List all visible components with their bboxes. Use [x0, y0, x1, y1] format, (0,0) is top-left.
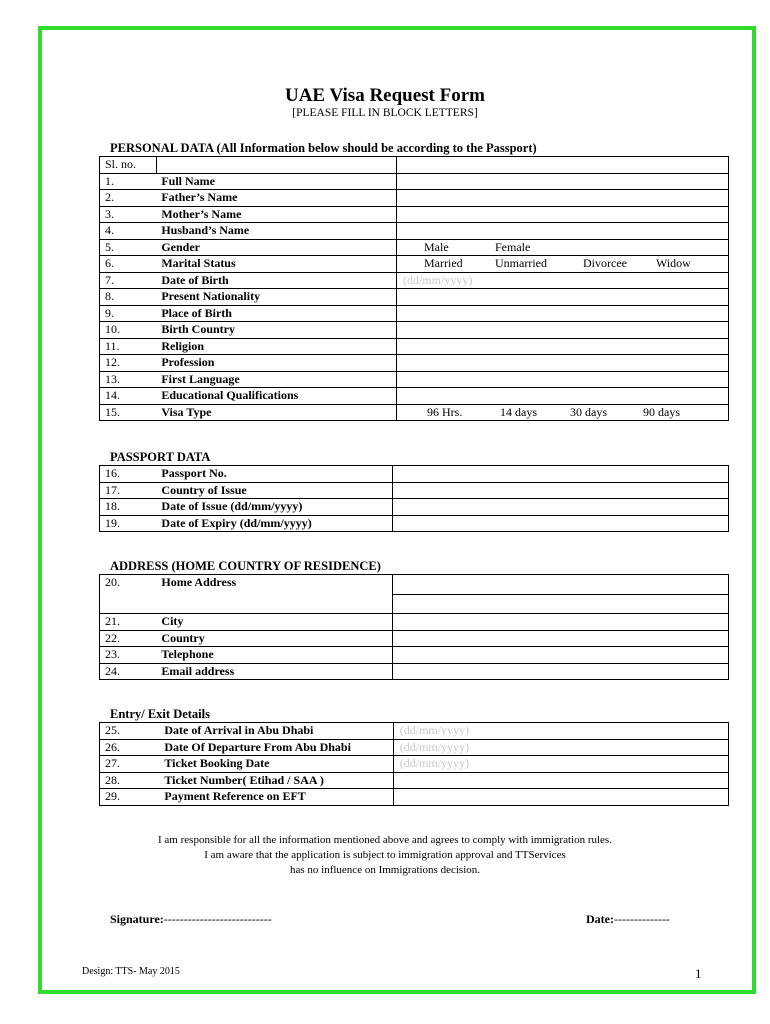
signature-label: Signature: — [110, 912, 164, 926]
field-value-input[interactable] — [397, 272, 729, 289]
blank-header — [156, 157, 396, 174]
field-value-input[interactable] — [397, 223, 729, 240]
field-value-input[interactable] — [397, 190, 729, 207]
field-label: Passport No. — [156, 466, 392, 483]
field-label: Husband’s Name — [156, 223, 396, 240]
field-value-input[interactable] — [397, 355, 729, 372]
option-choice[interactable]: 90 days — [643, 404, 680, 419]
option-choice[interactable]: Male — [424, 239, 449, 254]
field-label: City — [156, 614, 392, 631]
statement-line: I am responsible for all the information mentioned above and agrees to comply with immigration rules. — [158, 834, 612, 846]
field-label: Marital Status — [156, 256, 396, 273]
row-number: 6. — [100, 256, 157, 273]
field-value-input[interactable] — [392, 466, 728, 483]
table-row — [100, 305, 729, 322]
field-label: Date Of Departure From Abu Dhabi — [159, 739, 393, 756]
passport-data-table — [99, 465, 729, 532]
field-value-input[interactable] — [393, 756, 728, 773]
option-choice[interactable]: Unmarried — [495, 256, 547, 270]
signature-line: --------------------------- — [163, 912, 272, 926]
option-choice[interactable]: Divorcee — [583, 256, 627, 270]
field-label: Payment Reference on EFT — [159, 789, 393, 806]
field-label: Mother’s Name — [156, 206, 396, 223]
field-value-input[interactable] — [397, 289, 729, 306]
row-number: 20. — [100, 575, 157, 614]
passport-data-heading: PASSPORT DATA — [110, 450, 211, 464]
option-group — [397, 240, 728, 255]
signature-field[interactable] — [110, 912, 272, 927]
field-value-input[interactable] — [397, 371, 729, 388]
table-row — [100, 499, 729, 516]
table-header-row — [100, 157, 729, 174]
option-group — [397, 405, 728, 420]
field-value-input[interactable] — [397, 404, 729, 421]
form-subtitle: [PLEASE FILL IN BLOCK LETTERS] — [292, 107, 478, 119]
row-number: 11. — [100, 338, 157, 355]
table-row — [100, 756, 729, 773]
option-choice[interactable]: 30 days — [570, 404, 607, 419]
footer-design-credit: Design: TTS- May 2015 — [82, 966, 180, 977]
table-row — [100, 355, 729, 372]
field-value-input[interactable] — [392, 647, 728, 664]
option-group — [397, 256, 728, 271]
row-number: 15. — [100, 404, 157, 421]
field-label: Date of Birth — [156, 272, 396, 289]
row-number: 27. — [100, 756, 160, 773]
field-value-input[interactable] — [392, 499, 728, 516]
date-placeholder: (dd/mm/yyyy) — [399, 756, 470, 770]
address-table — [99, 574, 729, 680]
table-row — [100, 647, 729, 664]
address-heading: ADDRESS (HOME COUNTRY OF RESIDENCE) — [110, 559, 381, 573]
table-row — [100, 338, 729, 355]
field-value-input[interactable] — [392, 614, 728, 631]
row-number: 5. — [100, 239, 157, 256]
field-label: Home Address — [156, 575, 392, 614]
field-value-input[interactable] — [393, 723, 728, 740]
form-title: UAE Visa Request Form — [284, 85, 486, 106]
row-number: 4. — [100, 223, 157, 240]
field-label: Country — [156, 630, 392, 647]
option-choice[interactable]: Married — [424, 256, 463, 270]
table-row — [100, 239, 729, 256]
field-label: Father’s Name — [156, 190, 396, 207]
row-number: 7. — [100, 272, 157, 289]
statement-line: I am aware that the application is subject to immigration approval and TTServices — [204, 849, 566, 861]
row-number: 22. — [100, 630, 157, 647]
field-value-input[interactable] — [392, 630, 728, 647]
field-label: Birth Country — [156, 322, 396, 339]
table-row — [100, 173, 729, 190]
entry-exit-table — [99, 722, 729, 806]
option-choice[interactable]: 14 days — [500, 404, 537, 419]
field-value-input[interactable] — [397, 256, 729, 273]
row-number: 13. — [100, 371, 157, 388]
field-value-input[interactable] — [397, 206, 729, 223]
option-choice[interactable]: Widow — [656, 256, 691, 270]
personal-data-table — [99, 156, 729, 421]
row-number: 3. — [100, 206, 157, 223]
date-field[interactable] — [586, 912, 670, 927]
table-row — [100, 482, 729, 499]
table-row — [100, 206, 729, 223]
field-value-input[interactable] — [392, 663, 728, 680]
field-label: Email address — [156, 663, 392, 680]
field-label: Country of Issue — [156, 482, 392, 499]
table-row — [100, 322, 729, 339]
date-placeholder: (dd/mm/yyyy) — [399, 739, 470, 754]
row-number: 21. — [100, 614, 157, 631]
entry-exit-heading: Entry/ Exit Details — [110, 707, 210, 721]
table-row — [100, 466, 729, 483]
row-number: 14. — [100, 388, 157, 405]
row-number: 1. — [100, 173, 157, 190]
field-label: Present Nationality — [156, 289, 396, 306]
row-number: 2. — [100, 190, 157, 207]
field-value-input[interactable] — [397, 173, 729, 190]
field-label: Place of Birth — [156, 305, 396, 322]
table-row — [100, 223, 729, 240]
option-choice[interactable]: Female — [495, 239, 531, 254]
field-value-input[interactable] — [397, 239, 729, 256]
table-row — [100, 723, 729, 740]
date-line: -------------- — [613, 912, 670, 926]
field-label: Ticket Number( Etihad / SAA ) — [159, 772, 393, 789]
table-row — [100, 789, 729, 806]
field-value-input[interactable] — [397, 305, 729, 322]
date-placeholder: (dd/mm/yyyy) — [399, 723, 470, 737]
page-number: 1 — [695, 966, 702, 981]
field-label: Full Name — [156, 173, 396, 190]
table-row — [100, 575, 729, 595]
row-number: 12. — [100, 355, 157, 372]
row-number: 29. — [100, 789, 160, 806]
table-row — [100, 272, 729, 289]
row-number: 18. — [100, 499, 157, 516]
row-number: 17. — [100, 482, 157, 499]
declaration-statement — [0, 833, 770, 878]
date-placeholder: (dd/mm/yyyy) — [403, 272, 473, 287]
row-number: 10. — [100, 322, 157, 339]
personal-data-heading: PERSONAL DATA (All Information below should be according to the Passport) — [110, 141, 537, 155]
field-label: Visa Type — [156, 404, 396, 421]
date-label: Date: — [586, 912, 614, 926]
table-row — [100, 388, 729, 405]
field-label: Date of Arrival in Abu Dhabi — [159, 723, 393, 740]
option-choice[interactable]: 96 Hrs. — [427, 404, 463, 419]
table-row — [100, 739, 729, 756]
row-number: 25. — [100, 723, 160, 740]
table-row — [100, 663, 729, 680]
field-value-input[interactable] — [397, 338, 729, 355]
row-number: 26. — [100, 739, 160, 756]
table-row — [100, 614, 729, 631]
field-value-input[interactable] — [393, 739, 728, 756]
row-number: 24. — [100, 663, 157, 680]
field-label: Date of Issue (dd/mm/yyyy) — [156, 499, 392, 516]
table-row — [100, 256, 729, 273]
field-value-input[interactable] — [393, 772, 728, 789]
field-value-input[interactable] — [397, 322, 729, 339]
field-value-input[interactable] — [392, 515, 728, 532]
field-label: Gender — [156, 239, 396, 256]
slno-header: Sl. no. — [100, 157, 157, 174]
statement-line: has no influence on Immigrations decision. — [289, 864, 480, 876]
table-row — [100, 190, 729, 207]
row-number: 9. — [100, 305, 157, 322]
field-label: Date of Expiry (dd/mm/yyyy) — [156, 515, 392, 532]
table-row — [100, 289, 729, 306]
table-row — [100, 371, 729, 388]
blank-header — [397, 157, 729, 174]
field-value-input[interactable] — [397, 388, 729, 405]
field-label: Ticket Booking Date — [159, 756, 393, 773]
row-number: 16. — [100, 466, 157, 483]
field-label: Telephone — [156, 647, 392, 664]
table-row — [100, 772, 729, 789]
field-label: Educational Qualifications — [156, 388, 396, 405]
field-label: Profession — [156, 355, 396, 372]
row-number: 19. — [100, 515, 157, 532]
table-row — [100, 630, 729, 647]
home-address-line-2[interactable] — [392, 594, 728, 614]
home-address-line-1[interactable] — [392, 575, 728, 595]
field-label: First Language — [156, 371, 396, 388]
row-number: 28. — [100, 772, 160, 789]
row-number: 8. — [100, 289, 157, 306]
table-row — [100, 515, 729, 532]
field-label: Religion — [156, 338, 396, 355]
field-value-input[interactable] — [393, 789, 728, 806]
table-row — [100, 404, 729, 421]
field-value-input[interactable] — [392, 482, 728, 499]
row-number: 23. — [100, 647, 157, 664]
